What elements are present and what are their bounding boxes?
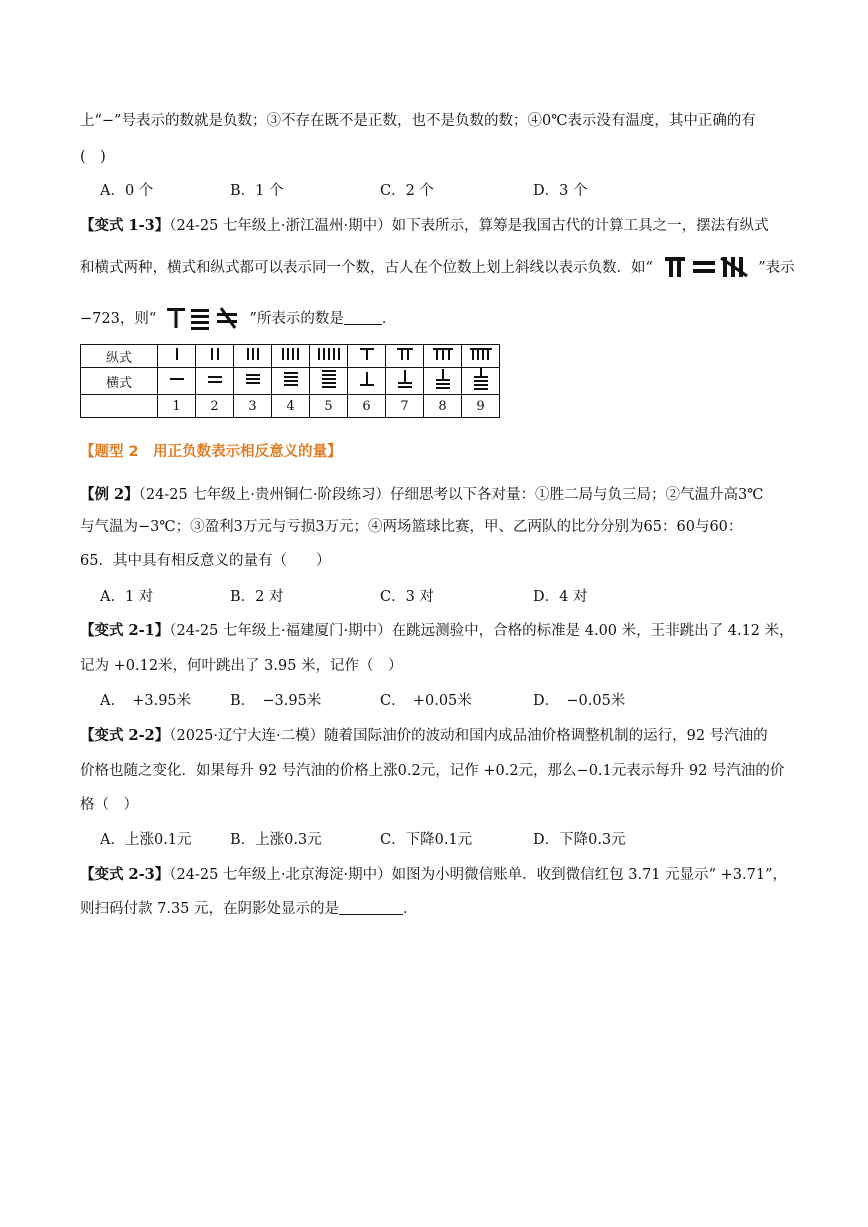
options-row [100,829,800,851]
table-cell [424,345,462,368]
table-row [81,345,500,368]
question-text: （24-25 七年级上·浙江温州·期中）如下表所示，算筹是我国古代的计算工具之一，摆法有纵式 [169,218,769,234]
table-cell [272,368,310,395]
question-tag: 【变式 2-3】 [80,866,170,883]
table-cell: 6 [348,395,386,418]
option-a[interactable]: A．1 对 [100,589,154,605]
option-d[interactable]: D．4 对 [533,589,588,605]
question-2-2-line2: 价格也随之变化．如果每升 92 号汽油的价格上涨0.2元，记作 +0.2元，那么−0.1元表示每升 92 号汽油的价 [80,763,785,779]
option-c[interactable]: C．3 对 [380,589,434,605]
table-cell [424,368,462,395]
option-a[interactable]: A．上涨0.1元 [100,832,192,848]
table-cell [310,368,348,395]
table-cell: 1 [158,395,196,418]
option-d[interactable]: D．下降0.3元 [533,832,626,848]
question-2-2-line1 [80,725,808,747]
table-row-label: 纵式 [81,345,158,368]
option-c[interactable]: C．2 个 [380,183,434,199]
table-row [81,368,500,395]
counting-rod-question [156,308,249,330]
question-text: ． [403,901,418,917]
table-cell: 7 [386,395,424,418]
options-row [100,180,800,202]
question-text: ”所表示的数是 [249,311,344,327]
answer-blank[interactable] [339,898,403,915]
table-cell [234,368,272,395]
question-text-line: 上“−”号表示的数就是负数；③不存在既不是正数，也不是负数的数；④0℃表示没有温度，其中正确的有 [80,113,756,129]
question-text: （2025·辽宁大连·二模）随着国际油价的波动和国内成品油价格调整机制的运行，92 号汽油的 [169,728,768,744]
table-cell: 8 [424,395,462,418]
section-heading: 【题型 2 用正负数表示相反意义的量】 [80,444,342,460]
options-row [100,690,800,712]
question-text: （24-25 七年级上·北京海淀·期中）如图为小明微信账单．收到微信红包 3.71 元显示“ +3.71”， [169,867,787,883]
option-d[interactable]: D． −0.05米 [533,693,626,709]
option-b[interactable]: B．2 对 [230,589,284,605]
table-cell [310,345,348,368]
counting-rod-question-icon [165,305,241,331]
question-text: （24-25 七年级上·贵州铜仁·阶段练习）仔细思考以下各对量：①胜二局与负三局；②气温升高3℃ [138,487,764,503]
table-cell: 9 [462,395,500,418]
table-cell: 5 [310,395,348,418]
table-cell [196,368,234,395]
table-row-label: 横式 [81,368,158,395]
table-cell [158,368,196,395]
table-cell [386,345,424,368]
table-cell [158,345,196,368]
question-text: ”表示 [758,260,795,276]
option-c[interactable]: C． +0.05米 [380,693,472,709]
table-row-label [81,395,158,418]
question-text: 则扫码付款 7.35 元，在阴影处显示的是 [80,901,340,917]
question-2-1-line2: 记为 +0.12米，何叶跳出了 3.95 米，记作（ ） [80,658,403,674]
counting-rod-table [80,344,500,418]
question-1-3-line3 [80,305,808,331]
counting-rod-example-icon [663,254,749,280]
table-row [81,395,500,418]
table-cell [272,345,310,368]
table-cell [196,345,234,368]
option-a[interactable]: A． +3.95米 [100,693,192,709]
table-cell [348,345,386,368]
table-cell [386,368,424,395]
option-d[interactable]: D．3 个 [533,183,588,199]
example-2-line1 [80,484,808,506]
question-2-2-line3: 格（ ） [80,797,138,813]
question-text: （24-25 七年级上·福建厦门·期中）在跳远测验中，合格的标准是 4.00 米，王非跳出了 4.12 米， [169,623,794,639]
option-b[interactable]: B． −3.95米 [230,693,322,709]
options-row [100,586,800,608]
option-a[interactable]: A．0 个 [100,183,154,199]
counting-rod-example [653,255,758,280]
option-b[interactable]: B．1 个 [230,183,284,199]
question-text: −723，则“ [80,311,157,327]
table-cell: 3 [234,395,272,418]
question-tag: 【例 2】 [80,486,139,503]
table-cell [348,368,386,395]
example-2-line2: 与气温为−3℃；③盈利3万元与亏损3万元；④两场篮球比赛，甲、乙两队的比分分别为65：60与60： [80,519,743,535]
question-2-3-line1 [80,864,808,886]
example-2-line3: 65．其中具有相反意义的量有（ ） [80,553,331,569]
question-text: 和横式两种，横式和纵式都可以表示同一个数，古人在个位数上划上斜线以表示负数．如“ [80,260,653,276]
question-tag: 【变式 2-1】 [80,622,170,639]
table-cell [462,345,500,368]
answer-blank[interactable] [344,308,382,325]
table-cell: 2 [196,395,234,418]
option-b[interactable]: B．上涨0.3元 [230,832,322,848]
option-c[interactable]: C．下降0.1元 [380,832,473,848]
question-1-3-line1 [80,215,808,237]
table-cell: 4 [272,395,310,418]
question-2-1-line1 [80,620,808,642]
table-cell [462,368,500,395]
question-answer-bracket: ( ) [80,149,106,165]
table-cell [234,345,272,368]
question-tag: 【变式 1-3】 [80,217,170,234]
question-text: ． [381,311,397,327]
question-2-3-line2 [80,898,808,920]
question-tag: 【变式 2-2】 [80,727,170,744]
question-1-3-line2 [80,254,808,280]
